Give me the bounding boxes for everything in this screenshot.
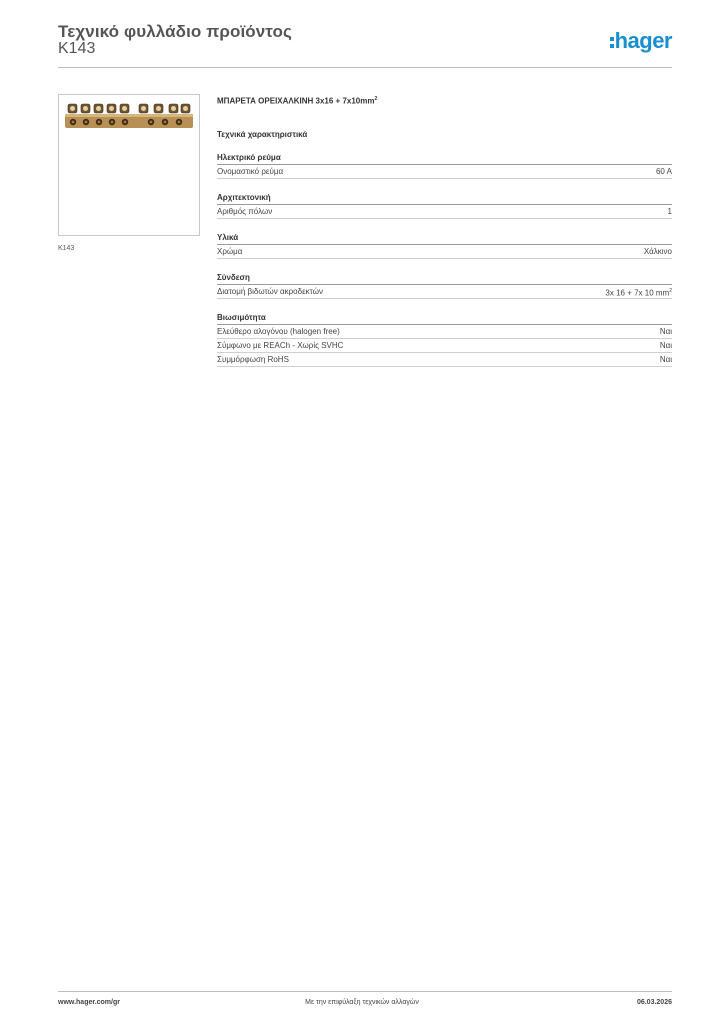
spec-group-sustainability — [217, 313, 672, 367]
spec-label: Συμμόρφωση RoHS — [217, 355, 289, 364]
page-title: Τεχνικό φυλλάδιο προϊόντος — [58, 22, 292, 41]
image-caption: K143 — [58, 245, 75, 252]
spec-label: Ονομαστικό ρεύμα — [217, 167, 284, 176]
specs-section-title: Τεχνικά χαρακτηριστικά — [217, 130, 308, 139]
spec-content — [217, 96, 672, 367]
spec-value: 60 A — [655, 167, 672, 176]
spec-row — [217, 339, 672, 353]
footer-website-link[interactable]: www.hager.com/gr — [58, 999, 120, 1006]
spec-group-architecture — [217, 193, 672, 219]
spec-row — [217, 165, 672, 179]
spec-value — [605, 285, 672, 298]
spec-row — [217, 285, 672, 299]
logo-text: hager — [614, 28, 672, 53]
spec-value: 1 — [667, 207, 672, 216]
spec-label: Ελεύθερο αλογόνου (halogen free) — [217, 327, 340, 336]
footer-divider — [58, 991, 672, 992]
product-name-sup: 2 — [374, 96, 378, 102]
spec-group-title: Βιωσιμότητα — [217, 313, 672, 325]
spec-row — [217, 353, 672, 367]
spec-row — [217, 205, 672, 219]
spec-group-title: Ηλεκτρικό ρεύμα — [217, 153, 672, 165]
spec-group-title: Σύνδεση — [217, 273, 672, 285]
spec-group-title: Υλικά — [217, 233, 672, 245]
spec-group-electric — [217, 153, 672, 179]
spec-group-connection — [217, 273, 672, 299]
spec-label: Αριθμός πόλων — [217, 207, 273, 216]
spec-value-sup: 2 — [669, 288, 672, 294]
product-image — [58, 94, 200, 236]
busbar-illustration — [59, 95, 199, 235]
spec-label: Σύμφωνο με REACh - Χωρίς SVHC — [217, 341, 344, 350]
spec-group-materials — [217, 233, 672, 259]
logo-dots-icon — [610, 37, 614, 48]
spec-group-title: Αρχιτεκτονική — [217, 193, 672, 205]
product-name-text: ΜΠΑΡΕΤΑ ΟΡΕΙΧΑΛΚΙΝΗ 3x16 + 7x10mm — [217, 96, 375, 106]
product-code: K143 — [58, 40, 96, 57]
header-divider — [58, 67, 672, 68]
spec-row — [217, 325, 672, 339]
hager-logo[interactable] — [610, 30, 672, 52]
spec-label: Διατομή βιδωτών ακροδεκτών — [217, 287, 323, 296]
footer-date: 06.03.2026 — [636, 999, 672, 1006]
footer-note: Με την επιφύλαξη τεχνικών αλλαγών — [305, 999, 419, 1006]
spec-label: Χρώμα — [217, 247, 243, 256]
product-name — [217, 96, 672, 108]
spec-value: Ναι — [659, 341, 672, 350]
spec-value: Χάλκινο — [643, 247, 672, 256]
spec-value-text: 3x 16 + 7x 10 mm — [605, 288, 670, 298]
spec-value: Ναι — [659, 355, 672, 364]
spec-value: Ναι — [659, 327, 672, 336]
spec-row — [217, 245, 672, 259]
